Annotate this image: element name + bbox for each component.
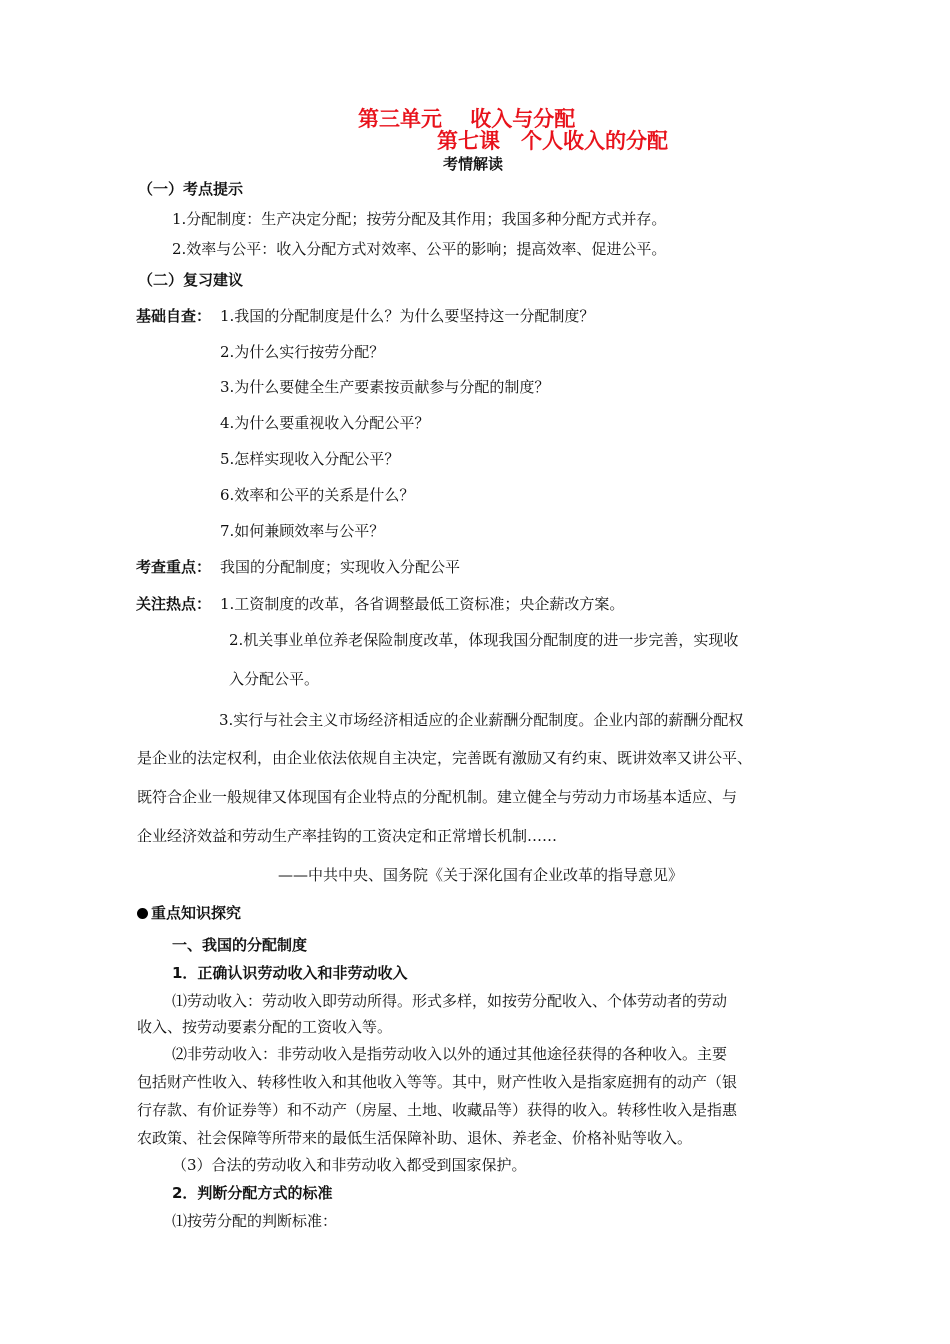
focus-label: 考查重点： <box>136 558 212 576</box>
basic-item-7: 7.如何兼顾效率与公平？ <box>220 522 385 540</box>
section2-heading: （二）复习建议 <box>138 271 244 289</box>
paragraph-4: ⑴按劳分配的判断标准： <box>172 1212 338 1230</box>
hot-item-3-line4: 企业经济效益和劳动生产率挂钩的工资决定和正常增长机制…… <box>137 827 558 845</box>
basic-item-3: 3.为什么要健全生产要素按贡献参与分配的制度？ <box>220 378 550 396</box>
basic-item-4: 4.为什么要重视收入分配公平？ <box>220 414 430 432</box>
paragraph-1-line1: ⑴劳动收入：劳动收入即劳动所得。形式多样，如按劳分配收入、个体劳动者的劳动 <box>172 992 728 1010</box>
hot-item-3-line1: 3.实行与社会主义市场经济相适应的企业薪酬分配制度。企业内部的薪酬分配权 <box>219 711 744 729</box>
hot-item-2-line2: 入分配公平。 <box>229 670 320 688</box>
paragraph-2-line4: 农政策、社会保障等所带来的最低生活保障补助、退休、养老金、价格补贴等收入。 <box>137 1129 693 1147</box>
basic-item-6: 6.效率和公平的关系是什么？ <box>220 486 415 504</box>
paragraph-2-line3: 行存款、有价证券等）和不动产（房屋、土地、收藏品等）获得的收入。转移性收入是指惠 <box>137 1101 738 1119</box>
section3-heading: 重点知识探究 <box>137 902 241 923</box>
paragraph-1-line2: 收入、按劳动要素分配的工资收入等。 <box>137 1018 393 1036</box>
hot-item-2-line1: 2.机关事业单位养老保险制度改革，体现我国分配制度的进一步完善，实现收 <box>229 631 739 649</box>
basic-item-5: 5.怎样实现收入分配公平？ <box>220 450 400 468</box>
section1-item-2: 2.效率与公平：收入分配方式对效率、公平的影响；提高效率、促进公平。 <box>172 240 667 258</box>
paragraph-3: （3）合法的劳动收入和非劳动收入都受到国家保护。 <box>172 1156 527 1174</box>
hot-item-1: 1.工资制度的改革，各省调整最低工资标准；央企薪改方案。 <box>220 595 625 613</box>
section3-sub1-1: 1．正确认识劳动收入和非劳动收入 <box>172 964 408 982</box>
section3-sub1-2: 2．判断分配方式的标准 <box>172 1184 333 1202</box>
subtitle: 考情解读 <box>443 155 504 173</box>
paragraph-2-line1: ⑵非劳动收入：非劳动收入是指劳动收入以外的通过其他途径获得的各种收入。主要 <box>172 1045 728 1063</box>
section3-sub1: 一、我国的分配制度 <box>172 936 308 954</box>
section1-heading: （一）考点提示 <box>138 180 244 198</box>
hot-item-3-line3: 既符合企业一般规律又体现国有企业特点的分配机制。建立健全与劳动力市场基本适应、与 <box>137 788 738 806</box>
basic-item-1: 1.我国的分配制度是什么？为什么要坚持这一分配制度？ <box>220 307 595 325</box>
basic-label: 基础自查： <box>136 307 212 325</box>
hot-label: 关注热点： <box>136 595 212 613</box>
hot-item-3-line2: 是企业的法定权利，由企业依法依规自主决定，完善既有激励又有约束、既讲效率又讲公平、 <box>137 749 753 767</box>
focus-text: 我国的分配制度；实现收入分配公平 <box>220 558 461 576</box>
lesson-title: 第七课 个人收入的分配 <box>437 129 668 153</box>
section1-item-1: 1.分配制度：生产决定分配；按劳分配及其作用；我国多种分配方式并存。 <box>172 210 667 228</box>
unit-title: 第三单元 收入与分配 <box>358 107 576 131</box>
hot-item-3-source: ——中共中央、国务院《关于深化国有企业改革的指导意见》 <box>278 866 684 884</box>
bullet-icon <box>137 908 148 919</box>
basic-item-2: 2.为什么实行按劳分配？ <box>220 343 385 361</box>
paragraph-2-line2: 包括财产性收入、转移性收入和其他收入等等。其中，财产性收入是指家庭拥有的动产（银 <box>137 1073 738 1091</box>
